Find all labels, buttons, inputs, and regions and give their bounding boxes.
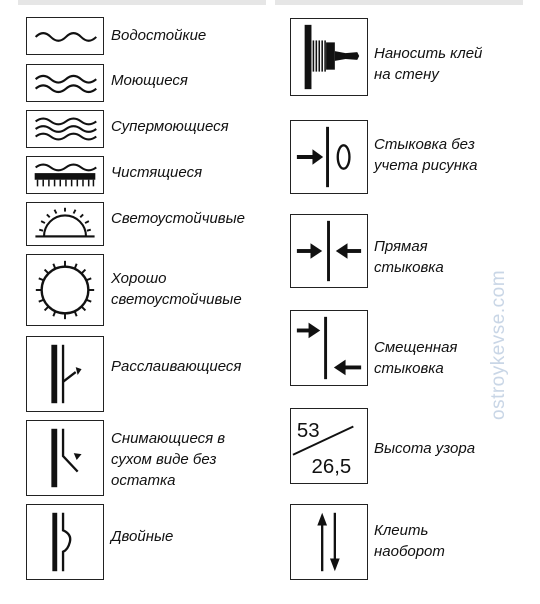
legend-label-washable: Моющиеся: [111, 72, 188, 89]
legend-label-highly-lightfast: Хорошо светоустойчивые: [111, 270, 242, 308]
legend-label-paste-the-wall: Наносить клей на стену: [374, 45, 483, 83]
pattern-repeat-numerator: 53: [296, 419, 320, 443]
free-match-icon: [290, 120, 368, 194]
watermark: ostroykevse.com: [488, 269, 509, 420]
brush-scrub-icon: [26, 156, 104, 194]
top-divider-left: [18, 0, 266, 5]
legend-label-scrubbable: Чистящиеся: [111, 164, 203, 181]
legend-label-lightfast: Светоустойчивые: [111, 210, 246, 227]
top-divider-right: [275, 0, 523, 5]
full-sun-icon: [26, 254, 104, 326]
legend-label-strippable: Снимающиеся в сухом виде без остатка: [111, 430, 226, 489]
legend-label-reverse-hanging: Клеить наоборот: [374, 522, 445, 560]
paste-brush-icon: [290, 18, 368, 96]
peel-layer-icon: [26, 336, 104, 412]
straight-match-icon: [290, 214, 368, 288]
legend-label-duplex: Двойные: [111, 528, 174, 545]
legend-label-free-match: Стыковка без учета рисунка: [374, 136, 478, 174]
legend-label-peelable: Расслаивающиеся: [111, 358, 242, 375]
pattern-repeat-denominator: 26,5: [311, 455, 352, 479]
offset-match-icon: [290, 310, 368, 386]
pattern-repeat-icon: [290, 408, 368, 484]
legend-label-pattern-repeat: Высота узора: [374, 440, 476, 457]
legend-label-super-washable: Супермоющиеся: [111, 118, 229, 135]
legend-label-offset-match: Смещенная стыковка: [374, 339, 458, 377]
half-sun-icon: [26, 202, 104, 246]
legend-label-waterproof: Водостойкие: [111, 27, 207, 44]
waves-one-icon: [26, 17, 104, 55]
double-layer-icon: [26, 504, 104, 580]
legend-label-straight-match: Прямая стыковка: [374, 238, 444, 276]
peel-off-icon: [26, 420, 104, 496]
waves-three-icon: [26, 110, 104, 148]
reverse-hang-icon: [290, 504, 368, 580]
waves-two-icon: [26, 64, 104, 102]
